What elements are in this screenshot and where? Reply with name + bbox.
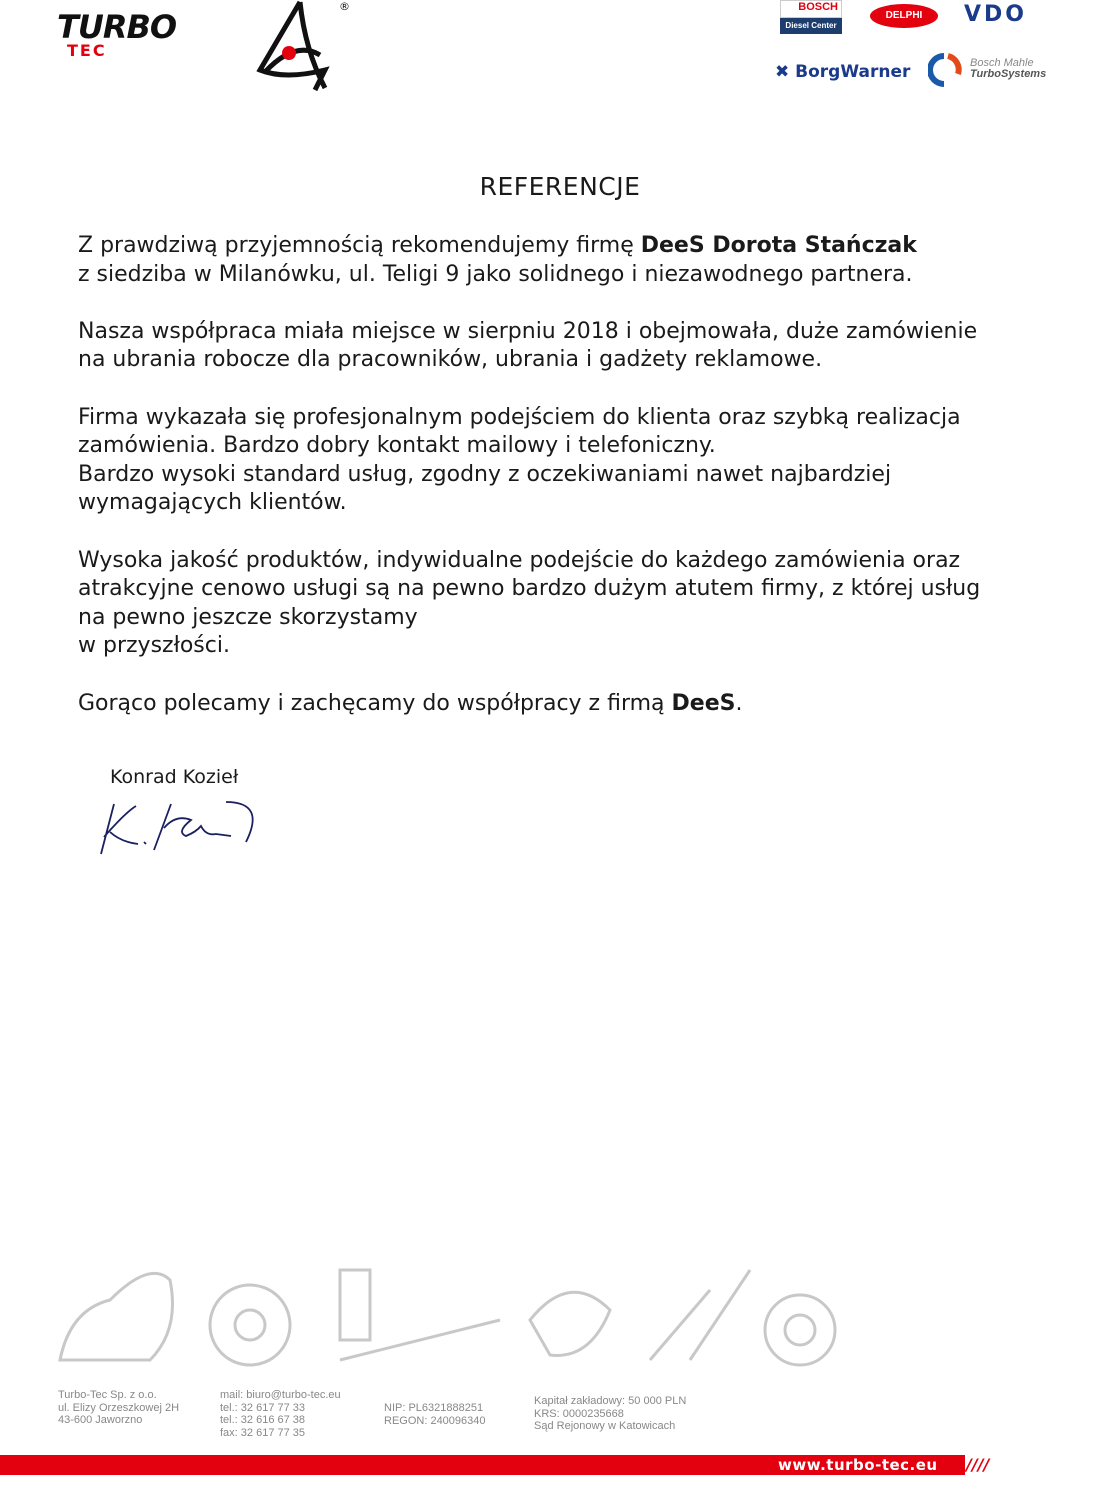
- paragraph-4: Wysoka jakość produktów, indywidualne podejście do każdego zamówienia oraz atrakcyjne cenowo usługi są na pewno bardzo dużym atutem firmy, z której usług na pewno jeszcze skorzystamy w przyszłości.: [78, 547, 981, 659]
- bosch-diesel-center-logo: BOSCH Diesel Center: [780, 0, 842, 34]
- paragraph-2: Nasza współpraca miała miejsce w sierpniu 2018 i obejmowała, duże zamówienie na ubrania robocze dla pracowników, ubrania i gadżety reklamowe.: [78, 318, 978, 373]
- svg-text:TURBO: TURBO: [57, 8, 177, 46]
- handwritten-signature: [96, 792, 276, 862]
- letter-title: REFERENCJE: [479, 172, 641, 201]
- turbo-parts-illustration: [50, 1250, 1095, 1380]
- footer-contact: mail: biuro@turbo-tec.eu tel.: 32 617 77 33 tel.: 32 616 67 38 fax: 32 617 77 35: [220, 1389, 341, 1439]
- stripes-decoration: ////: [966, 1455, 990, 1474]
- website-link[interactable]: www.turbo-tec.eu: [778, 1456, 938, 1474]
- borgwarner-logo: ✖ BorgWarner: [775, 62, 911, 82]
- turbo-tec-logo: [55, 0, 355, 95]
- svg-text:TEC: TEC: [67, 41, 107, 60]
- paragraph-1: Z prawdziwą przyjemnością rekomendujemy firmę DeeS Dorota Stańczak z siedziba w Milanówku, ul. Teligi 9 jako solidnego i niezawodnego partnera.: [78, 233, 917, 287]
- footer-company: Turbo-Tec Sp. z o.o. ul. Elizy Orzeszkowej 2H 43-600 Jaworzno: [58, 1389, 180, 1426]
- delphi-logo: DELPHI: [870, 4, 938, 28]
- paragraph-3: Firma wykazała się profesjonalnym podejściem do klienta oraz szybką realizacja zamówienia. Bardzo dobry kontakt mailowy i telefoniczny. Bardzo wysoki standard usług, zgodny z oczekiwaniami nawet najbardziej wymagających klientów.: [78, 404, 961, 516]
- company-name: DeeS Dorota Stańczak: [640, 233, 917, 258]
- vdo-logo: VDO: [964, 2, 1027, 27]
- svg-text:®: ®: [339, 0, 350, 13]
- letter-body: [78, 232, 1038, 747]
- paragraph-5: Gorąco polecamy i zachęcamy do współpracy z firmą DeeS.: [78, 690, 743, 716]
- bosch-mahle-logo: Bosch Mahle TurboSystems: [928, 52, 964, 92]
- footer-tax-ids: NIP: PL6321888251 REGON: 240096340: [384, 1402, 486, 1427]
- footer-registration: Kapitał zakładowy: 50 000 PLN KRS: 0000235668 Sąd Rejonowy w Katowicach: [534, 1395, 687, 1432]
- signer-name: Konrad Kozieł: [110, 766, 239, 788]
